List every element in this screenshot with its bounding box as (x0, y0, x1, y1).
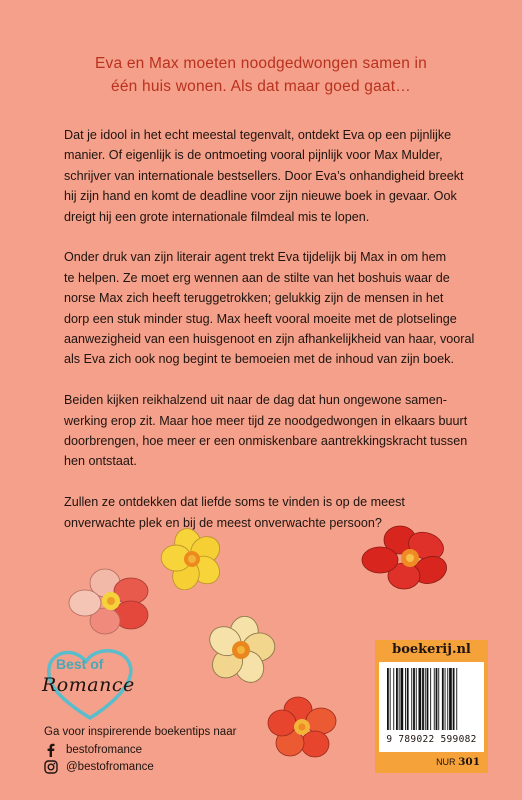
blurb-paragraph-2 (64, 247, 484, 369)
barcode-panel (375, 640, 488, 773)
yellow-flower-icon (158, 528, 226, 590)
text-line: Dat je idool in het echt meestal tegenvalt, ontdekt Eva op een pijnlijke (64, 128, 452, 142)
nur-label: NUR (436, 757, 456, 767)
text-line: aanwezigheid van een huisgenoot en zijn afhankelijkheid van haar, vooral (64, 332, 475, 347)
text-line: norse Max zich heeft teruggetrokken; gelukkig zijn de mensen in het (64, 291, 444, 306)
text-line: hen ontstaat. (64, 454, 137, 469)
pink-flower-icon (66, 566, 152, 636)
text-line: werking erop zit. Maar hoe meer tijd ze noodgedwongen in elkaars buurt (64, 413, 468, 428)
logo-text-main: Romance (42, 674, 135, 696)
text-line: dorp een stuk minder stug. Max heeft vooral moeite met de plotselinge (64, 311, 457, 326)
text-line: te helpen. Ze moet erg wennen aan de stilte van het boshuis waar de (64, 270, 450, 285)
text-line: Onder druk van zijn literair agent trekt Eva tijdelijk bij Max in om hem (64, 250, 447, 265)
text-line: schrijver van internationale bestsellers. Door Eva’s onhandigheid breekt (64, 168, 464, 183)
tagline-line-1: Eva en Max moeten noodgedwongen samen in (95, 55, 427, 72)
text-line: doorbrengen, hoe meer er een onmiskenbare aantrekkingskracht tussen (64, 434, 468, 449)
publisher-url: boekerij.nl (392, 642, 471, 657)
blurb-paragraph-3 (64, 390, 484, 472)
nur-value: 301 (458, 756, 480, 768)
blurb-paragraph-1 (64, 125, 484, 227)
best-of-romance-logo (40, 646, 140, 722)
isbn-number: 9 789022 599082 (386, 734, 477, 745)
text-line: onverwachte plek en bij de meest onverwachte persoon? (64, 515, 382, 530)
facebook-icon (44, 743, 58, 757)
nur-code (436, 756, 480, 768)
barcode (379, 662, 484, 734)
text-line: manier. Of eigenlijk is de ontmoeting vooral pijnlijk voor Max Mulder, (64, 148, 443, 163)
text-line: dreigt hij een grote internationale filmdeal mis te lopen. (64, 209, 370, 224)
facebook-handle: bestofromance (66, 744, 143, 756)
tagline (0, 52, 522, 98)
promo-text: Ga voor inspirerende boekentips naar (44, 726, 237, 738)
cream-flower-icon (202, 616, 280, 684)
text-line: Zullen ze ontdekken dat liefde soms te vinden is op de meest (64, 495, 405, 510)
red-flower-icon (360, 524, 452, 592)
instagram-icon (44, 760, 58, 774)
text-line: hij zijn hand en komt de deadline voor zijn nieuwe boek in gevaar. Ook (64, 189, 457, 204)
orange-flower-icon (264, 694, 340, 760)
instagram-row[interactable] (44, 760, 154, 774)
text-line: als Eva zich ook nog begint te bemoeien met de inhoud van zijn boek. (64, 352, 454, 367)
tagline-line-2: één huis wonen. Als dat maar goed gaat… (111, 78, 411, 95)
blurb (64, 125, 484, 553)
instagram-handle: @bestofromance (66, 761, 154, 773)
text-line: Beiden kijken reikhalzend uit naar de dag dat hun ongewone samen- (64, 393, 447, 408)
logo-text-top: Best of (56, 656, 104, 672)
facebook-row[interactable] (44, 743, 142, 757)
